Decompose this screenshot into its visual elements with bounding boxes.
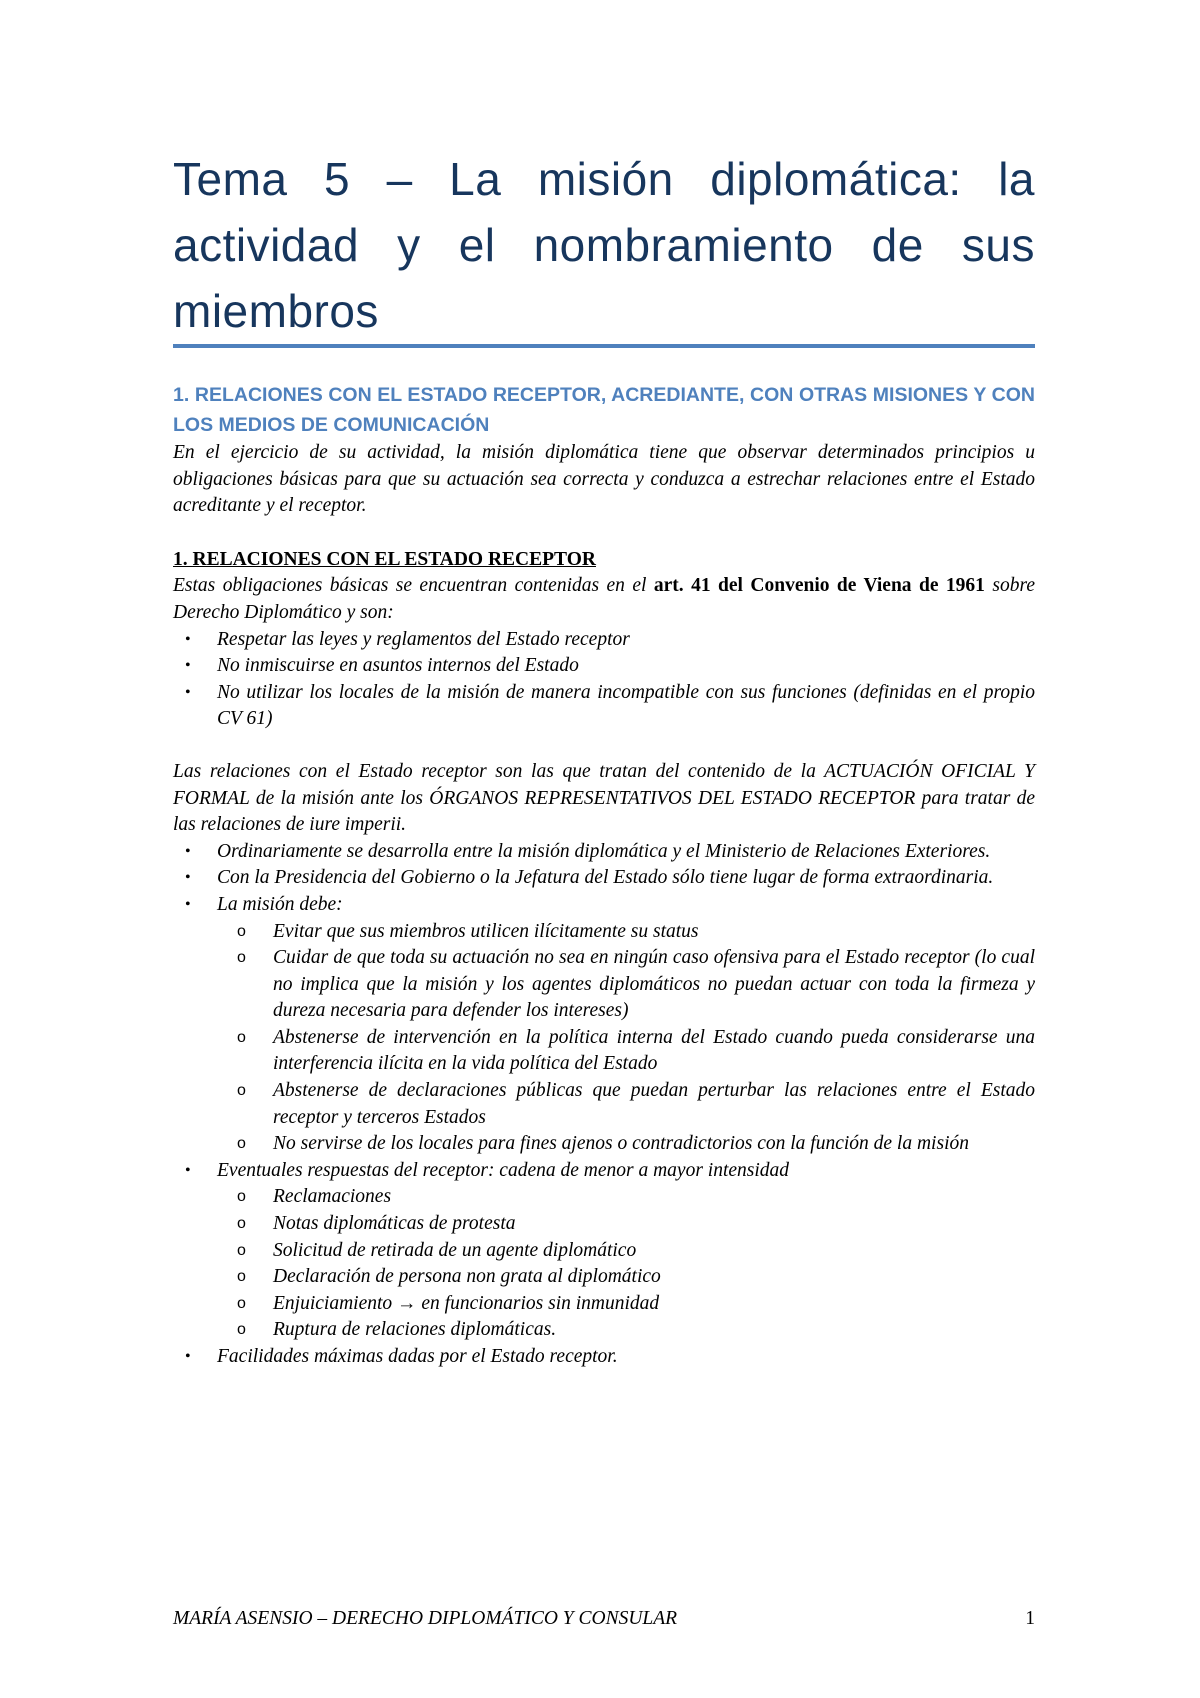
sub-list-item-text: Cuidar de que toda su actuación no sea en ningún caso ofensiva para el Estado receptor (lo cual no implica que la misión y los agentes diplomáticos no puedan actuar con toda la firmeza y dureza necesaria para defender los intereses) [273,947,1035,1022]
sub-list-item [217,1184,1035,1211]
sub-bullet-icon: o [237,1215,246,1233]
page-number: 1 [1025,1608,1035,1629]
list-item [173,892,1035,1158]
list-item [173,653,1035,680]
bullet-icon: • [185,869,191,887]
sub-list-item-text: Notas diplomáticas de protesta [273,1213,516,1235]
sub-list-item-text: Ruptura de relaciones diplomáticas. [273,1319,557,1341]
page-footer [173,1608,1035,1630]
sub-bullet-icon: o [237,1321,246,1339]
sub-list-item [217,1025,1035,1078]
list-item [173,839,1035,866]
mission-duties-list [217,919,1035,1158]
sub-bullet-icon: o [237,922,246,940]
sub-list-item [217,1317,1035,1344]
responses-list [217,1184,1035,1344]
list-item-text: Eventuales respuestas del receptor: cadena de menor a mayor intensidad [217,1159,790,1181]
sub-list-item-text: Reclamaciones [273,1186,392,1208]
list-item-text: No inmiscuirse en asuntos internos del Estado [217,655,579,677]
list-item-text: Respetar las leyes y reglamentos del Estado receptor [217,628,630,650]
bullet-icon: • [185,657,191,675]
intro-text-a: Estas obligaciones básicas se encuentran contenidas en el [173,575,654,597]
list-item [173,1344,1035,1371]
sub-list-item-text: Abstenerse de intervención en la política interna del Estado cuando pueda considerarse una interferencia ilícita en la vida política del Estado [273,1026,1035,1075]
sub-list-item-text: Evitar que sus miembros utilicen ilícitamente su status [273,920,699,942]
sub-bullet-icon: o [237,1241,246,1259]
sub-bullet-icon: o [237,1135,246,1153]
sub-bullet-icon: o [237,1188,246,1206]
subsection-intro-paragraph [173,573,1035,626]
list-item [173,680,1035,733]
footer-text: MARÍA ASENSIO – DERECHO DIPLOMÁTICO Y CONSULAR [173,1608,678,1629]
convention-reference: art. 41 del Convenio de Viena de 1961 [653,575,985,597]
sub-list-item [217,945,1035,1025]
document-title: Tema 5 – La misión diplomática: la actividad y el nombramiento de sus miembros [173,153,1035,337]
list-item-text: La misión debe: [217,893,343,915]
subsection-heading: 1. RELACIONES CON EL ESTADO RECEPTOR [173,548,596,570]
sub-list-item [217,1238,1035,1265]
sub-list-item [217,1264,1035,1291]
bullet-icon: • [185,842,191,860]
list-item [173,1158,1035,1344]
sub-list-item [217,1211,1035,1238]
section-heading: 1. RELACIONES CON EL ESTADO RECEPTOR, ACREDIANTE, CON OTRAS MISIONES Y CON LOS MEDIOS DE COMUNICACIÓN [173,384,1035,436]
bullet-icon: • [185,683,191,701]
sub-list-item [217,1131,1035,1158]
sub-list-item-text: Declaración de persona non grata al diplomático [273,1266,661,1288]
bullet-icon: • [185,1161,191,1179]
title-underline-rule [173,344,1035,348]
sub-list-item [217,919,1035,946]
bullet-icon: • [185,630,191,648]
document-page [173,0,1035,1698]
sub-list-item-text: Solicitud de retirada de un agente diplomático [273,1239,637,1261]
list-item [173,865,1035,892]
section-intro-paragraph: En el ejercicio de su actividad, la misión diplomática tiene que observar determinados principios u obligaciones básicas para que su actuación sea correcta y conduzca a estrechar relaciones entre el Estado acreditante y el receptor. [173,442,1035,517]
sub-bullet-icon: o [237,949,246,967]
list-item-text: No utilizar los locales de la misión de manera incompatible con sus funciones (definidas en el propio CV 61) [217,681,1035,730]
sub-bullet-icon: o [237,1294,246,1312]
list-item-text: Con la Presidencia del Gobierno o la Jefatura del Estado sólo tiene lugar de forma extraordinaria. [217,867,994,889]
sub-list-item [217,1078,1035,1131]
sub-bullet-icon: o [237,1028,246,1046]
sub-list-item [217,1291,1035,1318]
document-body [173,380,1035,1371]
list-item-text: Ordinariamente se desarrolla entre la misión diplomática y el Ministerio de Relaciones Exteriores. [217,840,991,862]
sub-bullet-icon: o [237,1082,246,1100]
bullet-icon: • [185,895,191,913]
obligations-list [173,627,1035,733]
sub-list-item-text: Abstenerse de declaraciones públicas que puedan perturbar las relaciones entre el Estado receptor y terceros Estados [273,1080,1035,1128]
sub-list-item-text: Enjuiciamiento → en funcionarios sin inmunidad [273,1292,660,1314]
sub-list-item-text: No servirse de los locales para fines ajenos o contradictorios con la función de la misión [273,1133,969,1155]
sub-bullet-icon: o [237,1268,246,1286]
relations-paragraph: Las relaciones con el Estado receptor son las que tratan del contenido de la ACTUACIÓN OFICIAL Y FORMAL de la misión ante los ÓRGANOS REPRESENTATIVOS DEL ESTADO RECEPTOR para tratar de las relaciones de iure imperii. [173,760,1035,836]
bullet-icon: • [185,1348,191,1365]
intro-text-c: sobre Derecho Diplomático y son: [173,575,1035,623]
relations-list [173,839,1035,1371]
paragraph-spacer [173,733,1035,759]
list-item-text: Facilidades máximas dadas por el Estado receptor. [217,1346,618,1367]
list-item [173,627,1035,654]
